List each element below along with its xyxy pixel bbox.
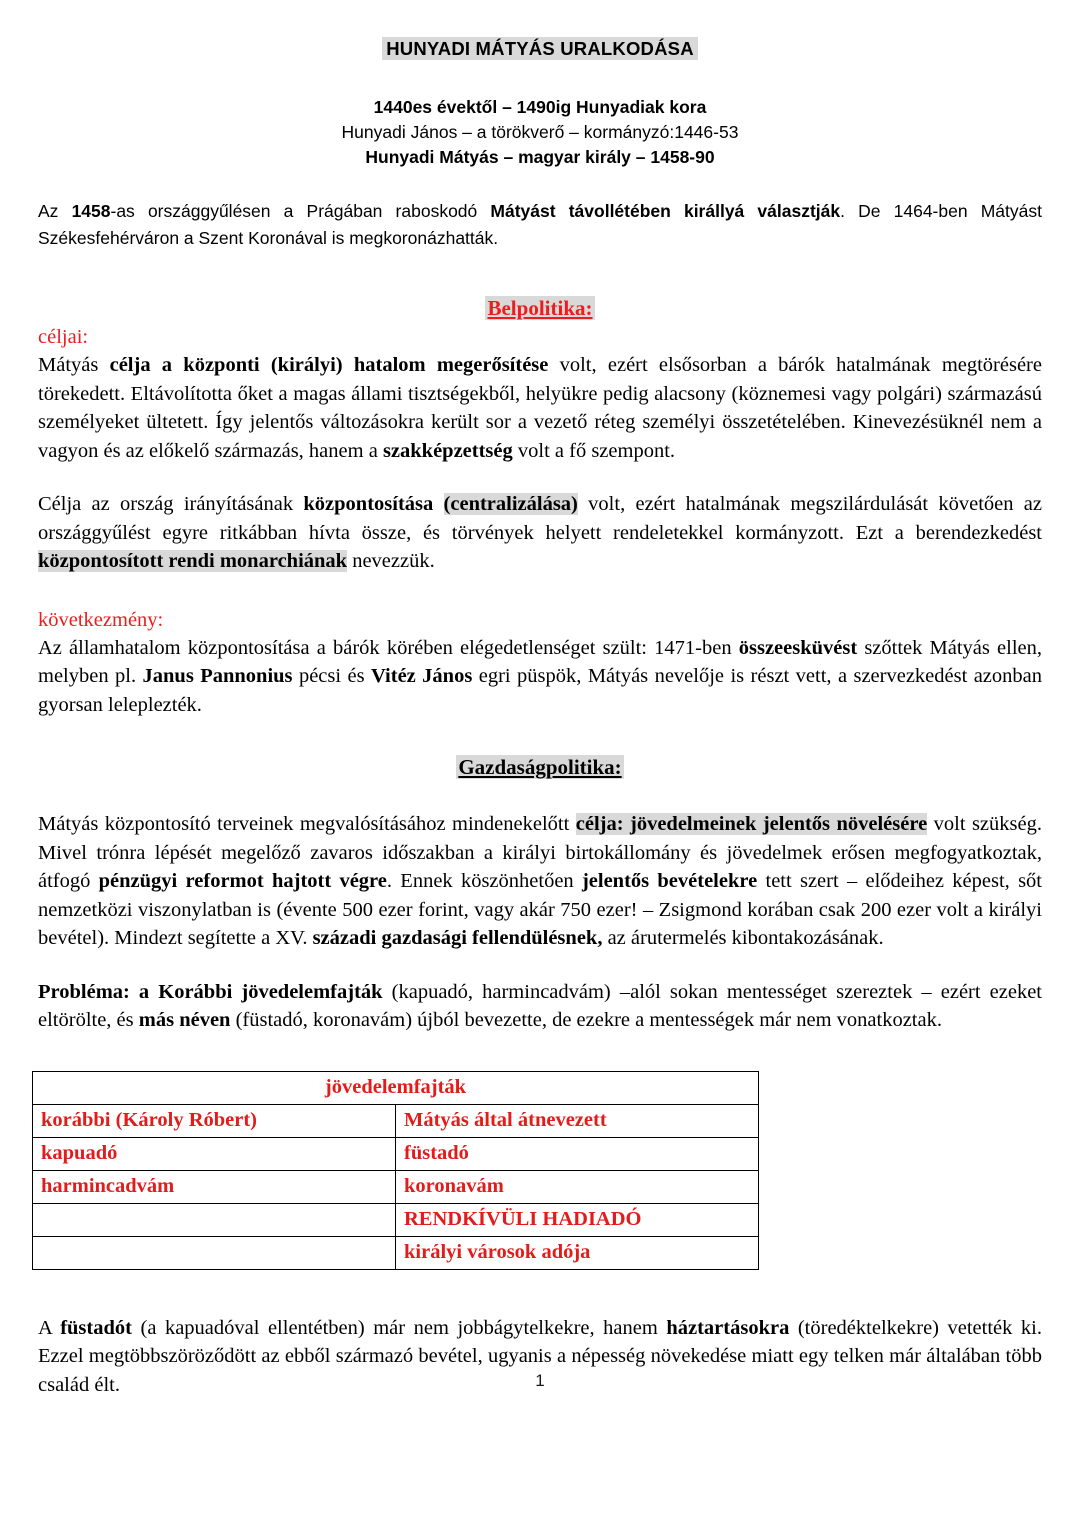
section-heading-gazdasagpolitika xyxy=(38,755,1042,780)
belpolitika-paragraph-3 xyxy=(38,634,1042,720)
belpolitika-paragraph-1 xyxy=(38,351,1042,465)
bp3-bold-vitez-janos: Vitéz János xyxy=(371,665,473,687)
income-table-wrapper xyxy=(38,1071,1042,1270)
cl-bold-haztartasokra: háztartásokra xyxy=(666,1316,790,1339)
cl-bold-fustadot: füstadót xyxy=(60,1316,132,1339)
table-row-headers xyxy=(33,1104,759,1137)
table-row xyxy=(33,1203,759,1236)
intro-paragraph xyxy=(38,198,1042,252)
section-heading-gazdasagpolitika-text: Gazdaságpolitika: xyxy=(458,755,622,779)
gp1-text-5: az árutermelés kibontakozásának. xyxy=(602,927,884,949)
gp1-text-2: volt szükség. Mivel trónra lépését megelőző zavaros időszakban a királyi birtokállomány és jövedelmek erősen megfogyatkoztak, átfogó xyxy=(38,813,1042,892)
subtitle-line-2: Hunyadi János – a törökverő – kormányzó:1446-53 xyxy=(341,122,739,142)
bp1-bold-1: célja a központi (királyi) hatalom megerősítése xyxy=(109,354,549,376)
table-row-caption xyxy=(33,1071,759,1104)
document-content xyxy=(38,0,1042,1420)
income-table-caption: jövedelemfajták xyxy=(33,1071,759,1104)
belpolitika-paragraph-2 xyxy=(38,490,1042,576)
gp2-bold-mas-neven: más néven xyxy=(138,1009,231,1031)
gazdasagpolitika-paragraph-2 xyxy=(38,978,1042,1035)
page-title xyxy=(38,38,1042,60)
intro-text-3: . De 1464-ben Mátyást Székesfehérváron a Szent Koronával is megkoronázhatták. xyxy=(38,201,1042,248)
page-title-text: HUNYADI MÁTYÁS URALKODÁSA xyxy=(382,37,698,60)
bp3-bold-1: összeesküvést xyxy=(738,636,858,659)
income-cell-old-4 xyxy=(33,1236,396,1269)
bp2-text-1: Célja az ország irányításának xyxy=(38,493,304,515)
subtitle-line-3: Hunyadi Mátyás – magyar király – 1458-90 xyxy=(365,147,715,167)
section-heading-belpolitika xyxy=(38,296,1042,321)
bp3-text-3: pécsi és xyxy=(292,665,371,687)
income-cell-old-2: harmincadvám xyxy=(33,1170,396,1203)
intro-text-1: Az xyxy=(38,201,72,221)
income-cell-new-1: füstadó xyxy=(396,1137,759,1170)
bp1-bold-2: szakképzettség xyxy=(382,439,513,462)
gp2-text-2: (füstadó, koronavám) újból bevezette, de ezekre a mentességek már nem vonatkoztak. xyxy=(230,1009,942,1031)
section-heading-belpolitika-text: Belpolitika: xyxy=(487,296,593,320)
bp3-text-2: szőttek Mátyás ellen, melyben pl. xyxy=(38,636,1042,687)
income-cell-new-4: királyi városok adója xyxy=(396,1236,759,1269)
bp2-bold-highlight-centralizalasa: (centralizálása) xyxy=(443,493,578,515)
income-cell-new-3: RENDKÍVÜLI HADIADÓ xyxy=(396,1203,759,1236)
income-table-header-col2: Mátyás által átnevezett xyxy=(396,1104,759,1137)
gp2-bold-problema: Probléma: a Korábbi jövedelemfajták xyxy=(38,980,383,1003)
page-number: 1 xyxy=(535,1371,545,1390)
bp2-bold-1: központosítása xyxy=(303,493,444,515)
cl-text-3: (töredéktelkekre) vetették ki. Ezzel megtöbbszöröződött az ebből származó bevétel, ugyanis a népesség növekedése miatt egy telken már általában több család élt. xyxy=(38,1316,1042,1396)
intro-text-2: -as országgyűlésen a Prágában raboskodó xyxy=(110,201,491,221)
subtitle-line-1: 1440es évektől – 1490ig Hunyadiak kora xyxy=(373,97,707,117)
bp1-text-2: volt, ezért elsősorban a bárók hatalmának megtörésére törekedett. Eltávolította őket a magas állami tisztségekből, helyükre pedig alacsony (köznemesi vagy polgári) származású személyeket ültetett. Így jelentős változásokra került sor a vezető réteg személyi összetételében. Kinevezésüknél nem a vagyon és az előkelő származás, hanem a xyxy=(38,354,1042,462)
gp1-bold-penzugyi-reform: pénzügyi reformot hajtott végre xyxy=(98,870,387,892)
label-celjai: céljai: xyxy=(38,326,89,348)
income-cell-old-1: kapuadó xyxy=(33,1137,396,1170)
gp1-text-3: . Ennek köszönhetően xyxy=(386,870,582,892)
label-kovetkezmeny: következmény: xyxy=(38,608,164,631)
gp1-bold-jelentos-bevetelekre: jelentős bevételekre xyxy=(581,870,758,892)
bp1-text-1: Mátyás xyxy=(38,354,110,376)
income-cell-old-3 xyxy=(33,1203,396,1236)
table-row xyxy=(33,1236,759,1269)
gazdasagpolitika-paragraph-1 xyxy=(38,810,1042,953)
table-row xyxy=(33,1170,759,1203)
bp2-text-2: volt, ezért hatalmának megszilárdulását követően az országgyűlést egyre ritkábban hívta össze, és törvények helyett rendeletekkel kormányzott. Ezt a berendezkedést xyxy=(38,493,1043,544)
income-table xyxy=(32,1071,759,1270)
bp2-text-3: nevezzük. xyxy=(347,550,435,572)
gp1-text-1: Mátyás központosító terveinek megvalósításához mindenekelőtt xyxy=(38,813,576,835)
table-row xyxy=(33,1137,759,1170)
cl-text-2: (a kapuadóval ellentétben) már nem jobbágytelkekre, hanem xyxy=(131,1316,667,1339)
gp2-text-1: (kapuadó, harmincadvám) –alól sokan mentességet szereztek – ezért ezeket eltörölte, és xyxy=(38,980,1042,1031)
bp2-bold-highlight-monarchianak: központosított rendi monarchiának xyxy=(38,550,348,572)
intro-bold-1: Mátyást távollétében királlyá választják xyxy=(490,201,841,221)
subtitle-block xyxy=(38,95,1042,170)
gp1-text-4: tett szert – elődeihez képest, sőt nemzetközi viszonylatban is (évente 500 ezer forint, vagy akár 750 ezer! – Zsigmond korában csak 200 ezer volt a királyi bevétel). Mindezt segítette a XV. xyxy=(38,870,1042,949)
bp3-text-4: egri püspök, Mátyás nevelője is részt vett, a szervezkedést azonban gyorsan leleplezték. xyxy=(38,665,1043,716)
income-table-header-col1: korábbi (Károly Róbert) xyxy=(33,1104,396,1137)
bp3-bold-janus-pannonius: Janus Pannonius xyxy=(142,665,293,687)
cl-text-1: A xyxy=(38,1316,61,1339)
intro-year: 1458 xyxy=(71,201,111,221)
bp3-text-1: Az államhatalom központosítása a bárók körében elégedetlenséget szült: 1471-ben xyxy=(38,636,739,659)
gp1-bold-szazadi-fellendules: századi gazdasági fellendülésnek, xyxy=(312,927,603,949)
bp1-text-3: volt a fő szempont. xyxy=(512,439,676,462)
income-cell-new-2: koronavám xyxy=(396,1170,759,1203)
gp1-bold-highlight-celja: célja: jövedelmeinek jelentős növelésére xyxy=(575,813,928,835)
